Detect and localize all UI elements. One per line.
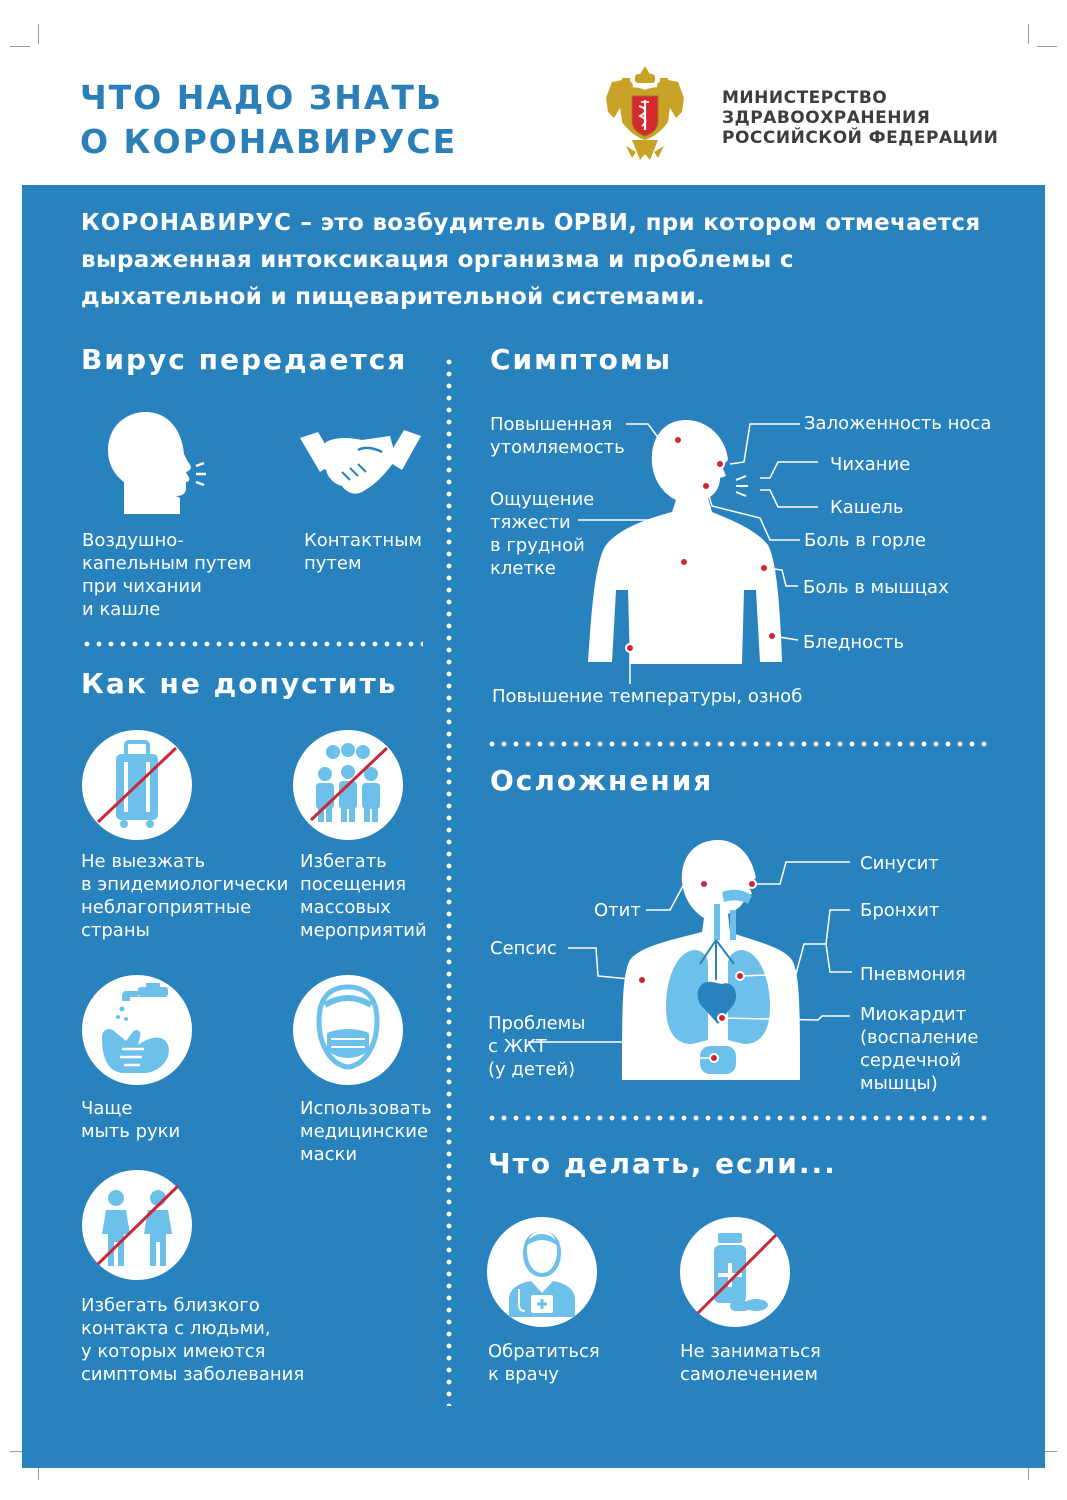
myocarditis-label: Миокардит (воспаление сердечной мышцы) — [860, 1004, 979, 1094]
ministry-line-1: МИНИСТЕРСТВО — [722, 88, 888, 108]
ministry-line-2: ЗДРАВООХРАНЕНИЯ — [722, 108, 931, 128]
symptoms-heading: Симптомы — [490, 343, 673, 376]
fever-label: Повышение температуры, озноб — [492, 686, 803, 707]
sore-throat-label: Боль в горле — [804, 530, 927, 551]
wash-hands-label: Чаще мыть руки — [81, 1098, 181, 1142]
actions-heading: Что делать, если... — [488, 1147, 837, 1180]
prevention-heading: Как не допустить — [81, 667, 398, 700]
otitis-label: Отит — [594, 900, 641, 921]
masks-label: Использовать медицинские маски — [300, 1098, 432, 1165]
intro-body: – это возбудитель ОРВИ, при котором отмечается выраженная интоксикация организма и проблемы с дыхательной и пищеварительной системами. — [81, 210, 981, 310]
complications-body-silhouette — [622, 840, 800, 1080]
sneezing-label: Чихание — [830, 454, 911, 475]
no-self-medication-icon — [680, 1217, 790, 1327]
fatigue-label: Повышенная утомляемость — [490, 414, 625, 458]
muscle-pain-label: Боль в мышцах — [803, 577, 949, 598]
airborne-label: Воздушно- капельным путем при чихании и кашле — [82, 530, 252, 620]
no-travel-label: Не выезжать в эпидемиологически неблагоприятные страны — [81, 851, 289, 941]
see-doctor-label: Обратиться к врачу — [488, 1341, 600, 1385]
sinusitis-label: Синусит — [860, 853, 939, 874]
gi-problems-label: Проблемы с ЖКТ (у детей) — [488, 1013, 586, 1080]
bronchitis-label: Бронхит — [860, 900, 940, 921]
pneumonia-label: Пневмония — [860, 964, 966, 985]
sepsis-label: Сепсис — [490, 938, 557, 959]
title-line-2: О КОРОНАВИРУСЕ — [80, 122, 458, 161]
pallor-label: Бледность — [803, 632, 905, 653]
no-crowds-label: Избегать посещения массовых мероприятий — [300, 851, 427, 941]
contact-label: Контактным путем — [304, 530, 422, 574]
title-line-1: ЧТО НАДО ЗНАТЬ — [80, 78, 444, 117]
transmission-heading: Вирус передается — [81, 343, 408, 376]
intro-bold: КОРОНАВИРУС — [81, 210, 293, 236]
nasal-congestion-label: Заложенность носа — [804, 413, 992, 434]
complications-heading: Осложнения — [490, 764, 714, 797]
avoid-contact-label: Избегать близкого контакта с людьми, у которых имеются симптомы заболевания — [81, 1295, 305, 1385]
doctor-icon — [487, 1217, 597, 1327]
cough-label: Кашель — [830, 497, 904, 518]
ministry-line-3: РОССИЙСКОЙ ФЕДЕРАЦИИ — [722, 128, 999, 148]
no-self-medication-label: Не заниматься самолечением — [680, 1341, 821, 1385]
chest-heaviness-label: Ощущение тяжести в грудной клетке — [490, 489, 595, 579]
